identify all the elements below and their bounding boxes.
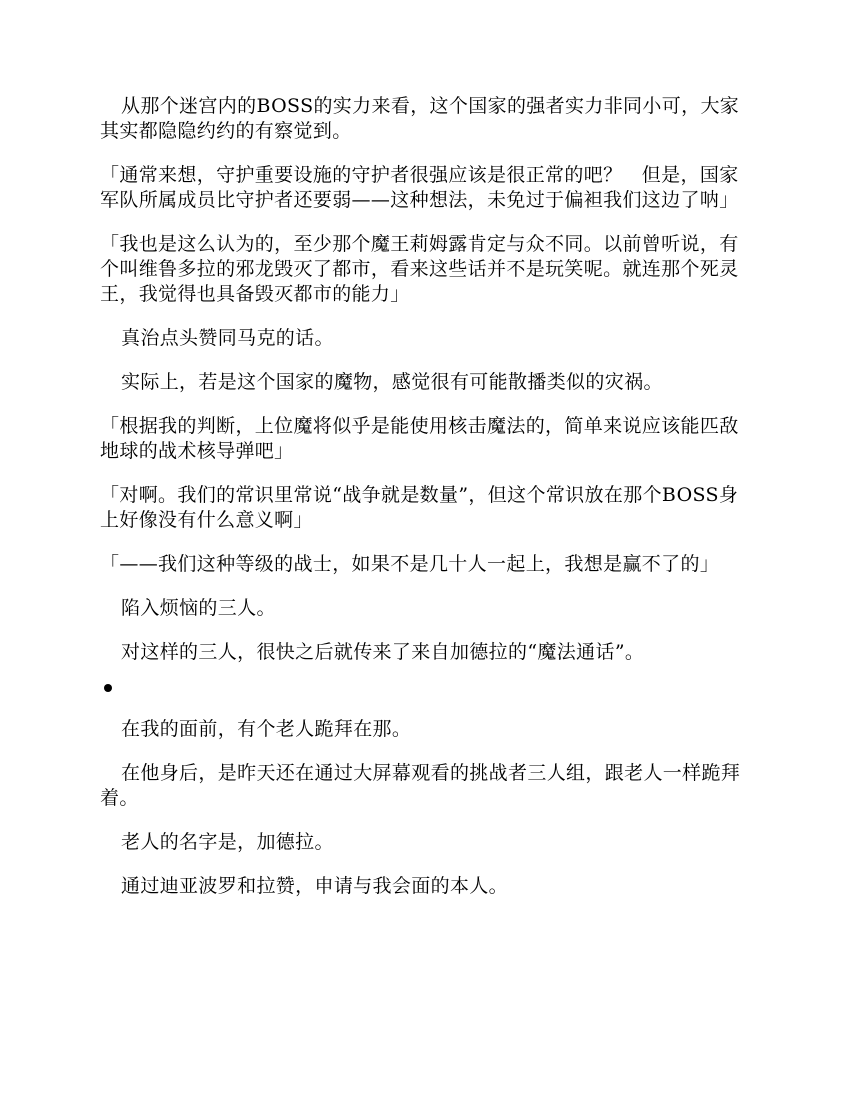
paragraph: 通过迪亚波罗和拉赞，申请与我会面的本人。 bbox=[121, 875, 509, 897]
dialogue-paragraph: 「我也是这么认为的，至少那个魔王莉姆露肯定与众不同。以前曾听说，有个叫维鲁多拉的邪龙毁灭了都市，看来这些话并不是玩笑呢。就连那个死灵王，我觉得也具备毁灭都市的能力」 bbox=[100, 233, 739, 305]
paragraph: 在我的面前，有个老人跪拜在那。 bbox=[121, 718, 412, 740]
dialogue-paragraph: 「对啊。我们的常识里常说“战争就是数量”，但这个常识放在那个BOSS身上好像没有什么意义啊」 bbox=[100, 484, 739, 531]
paragraph: 实际上，若是这个国家的魔物，感觉很有可能散播类似的灾祸。 bbox=[121, 371, 663, 393]
paragraph: 从那个迷宫内的BOSS的实力来看，这个国家的强者实力非同小可，大家其实都隐隐约约的有察觉到。 bbox=[100, 95, 740, 142]
paragraph: 真治点头赞同马克的话。 bbox=[121, 327, 334, 349]
paragraph: 在他身后，是昨天还在通过大屏幕观看的挑战者三人组，跟老人一样跪拜着。 bbox=[100, 762, 741, 809]
dialogue-paragraph: 「通常来想，守护重要设施的守护者很强应该是很正常的吧？ 但是，国家军队所属成员比守护者还要弱——这种想法，未免过于偏袒我们这边了呐」 bbox=[100, 164, 739, 211]
paragraph: 对这样的三人，很快之后就传来了来自加德拉的“魔法通话”。 bbox=[121, 641, 645, 663]
paragraph: 陷入烦恼的三人。 bbox=[121, 597, 276, 619]
dialogue-paragraph: 「——我们这种等级的战士，如果不是几十人一起上，我想是赢不了的」 bbox=[100, 553, 720, 575]
document-page bbox=[100, 94, 752, 918]
paragraph: 老人的名字是，加德拉。 bbox=[121, 831, 334, 853]
dialogue-paragraph: 「根据我的判断，上位魔将似乎是能使用核击魔法的，简单来说应该能匹敌地球的战术核导弹吧」 bbox=[100, 415, 739, 462]
section-separator-bullet-icon bbox=[104, 684, 112, 692]
